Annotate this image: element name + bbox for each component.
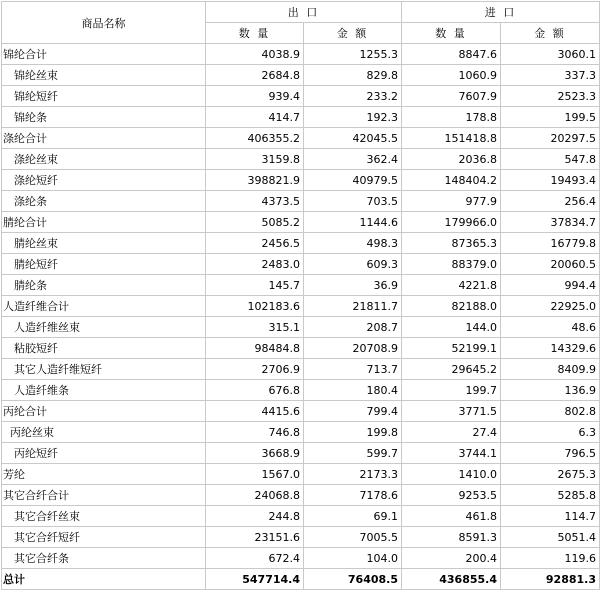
- import-amount-cell: 16779.8: [501, 233, 600, 254]
- table-row: [2, 86, 600, 107]
- export-amount-cell: 36.9: [304, 275, 402, 296]
- table-row: [2, 359, 600, 380]
- export-amount-cell: 2173.3: [304, 464, 402, 485]
- import-amount-cell: 92881.3: [501, 569, 600, 590]
- product-name-cell: 锦纶短纤: [2, 86, 206, 107]
- product-name-cell: 人造纤维合计: [2, 296, 206, 317]
- import-quantity-cell: 461.8: [402, 506, 501, 527]
- table-row: [2, 422, 600, 443]
- export-amount-cell: 7005.5: [304, 527, 402, 548]
- product-name-cell: 粘胶短纤: [2, 338, 206, 359]
- export-quantity-cell: 5085.2: [206, 212, 304, 233]
- import-quantity-cell: 7607.9: [402, 86, 501, 107]
- product-name-cell: 涤纶丝束: [2, 149, 206, 170]
- export-quantity-cell: 98484.8: [206, 338, 304, 359]
- export-quantity-cell: 3159.8: [206, 149, 304, 170]
- import-quantity-cell: 144.0: [402, 317, 501, 338]
- export-quantity-cell: 746.8: [206, 422, 304, 443]
- product-name-cell: 腈纶短纤: [2, 254, 206, 275]
- import-quantity-cell: 8847.6: [402, 44, 501, 65]
- total-row: [2, 569, 600, 590]
- import-quantity-cell: 27.4: [402, 422, 501, 443]
- export-quantity-cell: 939.4: [206, 86, 304, 107]
- table-row: [2, 128, 600, 149]
- table-row: [2, 212, 600, 233]
- export-amount-cell: 713.7: [304, 359, 402, 380]
- import-quantity-cell: 200.4: [402, 548, 501, 569]
- export-amount-cell: 42045.5: [304, 128, 402, 149]
- export-amount-cell: 609.3: [304, 254, 402, 275]
- export-quantity-cell: 244.8: [206, 506, 304, 527]
- product-name-cell: 锦纶条: [2, 107, 206, 128]
- product-name-cell: 其它合纤短纤: [2, 527, 206, 548]
- product-name-cell: 其它合纤条: [2, 548, 206, 569]
- export-quantity-cell: 672.4: [206, 548, 304, 569]
- table-row: [2, 233, 600, 254]
- header-row-top: [2, 2, 600, 23]
- export-quantity-cell: 315.1: [206, 317, 304, 338]
- import-amount-cell: 3060.1: [501, 44, 600, 65]
- product-name-cell: 总计: [2, 569, 206, 590]
- import-quantity-cell: 148404.2: [402, 170, 501, 191]
- product-name-cell: 芳纶: [2, 464, 206, 485]
- table-row: [2, 380, 600, 401]
- product-name-cell: 丙纶丝束: [2, 422, 206, 443]
- product-name-cell: 人造纤维丝束: [2, 317, 206, 338]
- product-name-cell: 腈纶丝束: [2, 233, 206, 254]
- import-amount-cell: 136.9: [501, 380, 600, 401]
- import-quantity-cell: 3771.5: [402, 401, 501, 422]
- export-quantity-cell: 2706.9: [206, 359, 304, 380]
- export-amount-cell: 799.4: [304, 401, 402, 422]
- import-quantity-cell: 1410.0: [402, 464, 501, 485]
- import-amount-cell: 994.4: [501, 275, 600, 296]
- export-quantity-cell: 2483.0: [206, 254, 304, 275]
- import-quantity-cell: 82188.0: [402, 296, 501, 317]
- export-amount-cell: 199.8: [304, 422, 402, 443]
- table-row: [2, 170, 600, 191]
- export-quantity-cell: 102183.6: [206, 296, 304, 317]
- export-quantity-cell: 3668.9: [206, 443, 304, 464]
- import-amount-cell: 199.5: [501, 107, 600, 128]
- product-name-cell: 其它人造纤维短纤: [2, 359, 206, 380]
- export-amount-cell: 829.8: [304, 65, 402, 86]
- import-amount-cell: 2675.3: [501, 464, 600, 485]
- table-row: [2, 191, 600, 212]
- product-name-cell: 腈纶合计: [2, 212, 206, 233]
- export-amount-cell: 599.7: [304, 443, 402, 464]
- export-amount-cell: 180.4: [304, 380, 402, 401]
- product-name-cell: 涤纶条: [2, 191, 206, 212]
- export-quantity-cell: 414.7: [206, 107, 304, 128]
- export-amount-cell: 208.7: [304, 317, 402, 338]
- export-quantity-cell: 23151.6: [206, 527, 304, 548]
- table-row: [2, 443, 600, 464]
- product-name-cell: 涤纶短纤: [2, 170, 206, 191]
- export-amount-cell: 233.2: [304, 86, 402, 107]
- import-amount-cell: 5051.4: [501, 527, 600, 548]
- import-amount-cell: 6.3: [501, 422, 600, 443]
- export-quantity-cell: 4373.5: [206, 191, 304, 212]
- import-quantity-cell: 151418.8: [402, 128, 501, 149]
- import-quantity-cell: 179966.0: [402, 212, 501, 233]
- import-quantity-cell: 977.9: [402, 191, 501, 212]
- import-amount-cell: 14329.6: [501, 338, 600, 359]
- product-name-cell: 丙纶短纤: [2, 443, 206, 464]
- import-quantity-cell: 436855.4: [402, 569, 501, 590]
- export-amount-cell: 104.0: [304, 548, 402, 569]
- export-quantity-cell: 145.7: [206, 275, 304, 296]
- export-quantity-cell: 2456.5: [206, 233, 304, 254]
- export-amount-cell: 1255.3: [304, 44, 402, 65]
- product-name-cell: 锦纶丝束: [2, 65, 206, 86]
- import-amount-cell: 337.3: [501, 65, 600, 86]
- export-quantity-cell: 4415.6: [206, 401, 304, 422]
- product-name-cell: 人造纤维条: [2, 380, 206, 401]
- export-amount-cell: 21811.7: [304, 296, 402, 317]
- import-quantity-cell: 8591.3: [402, 527, 501, 548]
- import-amount-cell: 19493.4: [501, 170, 600, 191]
- export-header: 出 口: [206, 2, 402, 23]
- import-quantity-cell: 9253.5: [402, 485, 501, 506]
- export-quantity-cell: 398821.9: [206, 170, 304, 191]
- export-amount-cell: 7178.6: [304, 485, 402, 506]
- export-amount-header: 金 额: [304, 23, 402, 44]
- product-name-cell: 其它合纤丝束: [2, 506, 206, 527]
- import-quantity-cell: 199.7: [402, 380, 501, 401]
- import-amount-cell: 796.5: [501, 443, 600, 464]
- table-row: [2, 149, 600, 170]
- table-row: [2, 338, 600, 359]
- import-amount-cell: 547.8: [501, 149, 600, 170]
- product-name-cell: 其它合纤合计: [2, 485, 206, 506]
- export-amount-cell: 76408.5: [304, 569, 402, 590]
- export-quantity-cell: 676.8: [206, 380, 304, 401]
- import-amount-cell: 48.6: [501, 317, 600, 338]
- table-row: [2, 485, 600, 506]
- import-quantity-cell: 3744.1: [402, 443, 501, 464]
- export-quantity-header: 数 量: [206, 23, 304, 44]
- table-row: [2, 401, 600, 422]
- import-amount-cell: 5285.8: [501, 485, 600, 506]
- export-quantity-cell: 547714.4: [206, 569, 304, 590]
- export-amount-cell: 40979.5: [304, 170, 402, 191]
- table-row: [2, 296, 600, 317]
- import-amount-cell: 20060.5: [501, 254, 600, 275]
- export-amount-cell: 362.4: [304, 149, 402, 170]
- table-row: [2, 65, 600, 86]
- fiber-trade-table: [1, 1, 600, 590]
- import-amount-cell: 119.6: [501, 548, 600, 569]
- product-name-cell: 腈纶条: [2, 275, 206, 296]
- export-amount-cell: 20708.9: [304, 338, 402, 359]
- table-row: [2, 254, 600, 275]
- import-amount-header: 金 额: [501, 23, 600, 44]
- table-row: [2, 317, 600, 338]
- table-row: [2, 275, 600, 296]
- table-body: [2, 44, 600, 590]
- import-amount-cell: 37834.7: [501, 212, 600, 233]
- product-name-header: 商品名称: [2, 2, 206, 44]
- export-amount-cell: 1144.6: [304, 212, 402, 233]
- table-row: [2, 548, 600, 569]
- import-quantity-cell: 2036.8: [402, 149, 501, 170]
- export-quantity-cell: 406355.2: [206, 128, 304, 149]
- table-row: [2, 527, 600, 548]
- import-amount-cell: 256.4: [501, 191, 600, 212]
- import-header: 进 口: [402, 2, 600, 23]
- product-name-cell: 丙纶合计: [2, 401, 206, 422]
- export-quantity-cell: 2684.8: [206, 65, 304, 86]
- export-amount-cell: 192.3: [304, 107, 402, 128]
- export-amount-cell: 498.3: [304, 233, 402, 254]
- import-quantity-header: 数 量: [402, 23, 501, 44]
- import-amount-cell: 20297.5: [501, 128, 600, 149]
- table-row: [2, 506, 600, 527]
- import-quantity-cell: 52199.1: [402, 338, 501, 359]
- export-quantity-cell: 4038.9: [206, 44, 304, 65]
- product-name-cell: 涤纶合计: [2, 128, 206, 149]
- table-row: [2, 464, 600, 485]
- import-quantity-cell: 1060.9: [402, 65, 501, 86]
- table-row: [2, 107, 600, 128]
- export-quantity-cell: 24068.8: [206, 485, 304, 506]
- import-quantity-cell: 88379.0: [402, 254, 501, 275]
- import-amount-cell: 2523.3: [501, 86, 600, 107]
- import-quantity-cell: 178.8: [402, 107, 501, 128]
- export-amount-cell: 703.5: [304, 191, 402, 212]
- export-amount-cell: 69.1: [304, 506, 402, 527]
- table-row: [2, 44, 600, 65]
- import-amount-cell: 22925.0: [501, 296, 600, 317]
- import-quantity-cell: 4221.8: [402, 275, 501, 296]
- import-amount-cell: 114.7: [501, 506, 600, 527]
- export-quantity-cell: 1567.0: [206, 464, 304, 485]
- import-amount-cell: 8409.9: [501, 359, 600, 380]
- product-name-cell: 锦纶合计: [2, 44, 206, 65]
- import-amount-cell: 802.8: [501, 401, 600, 422]
- import-quantity-cell: 29645.2: [402, 359, 501, 380]
- import-quantity-cell: 87365.3: [402, 233, 501, 254]
